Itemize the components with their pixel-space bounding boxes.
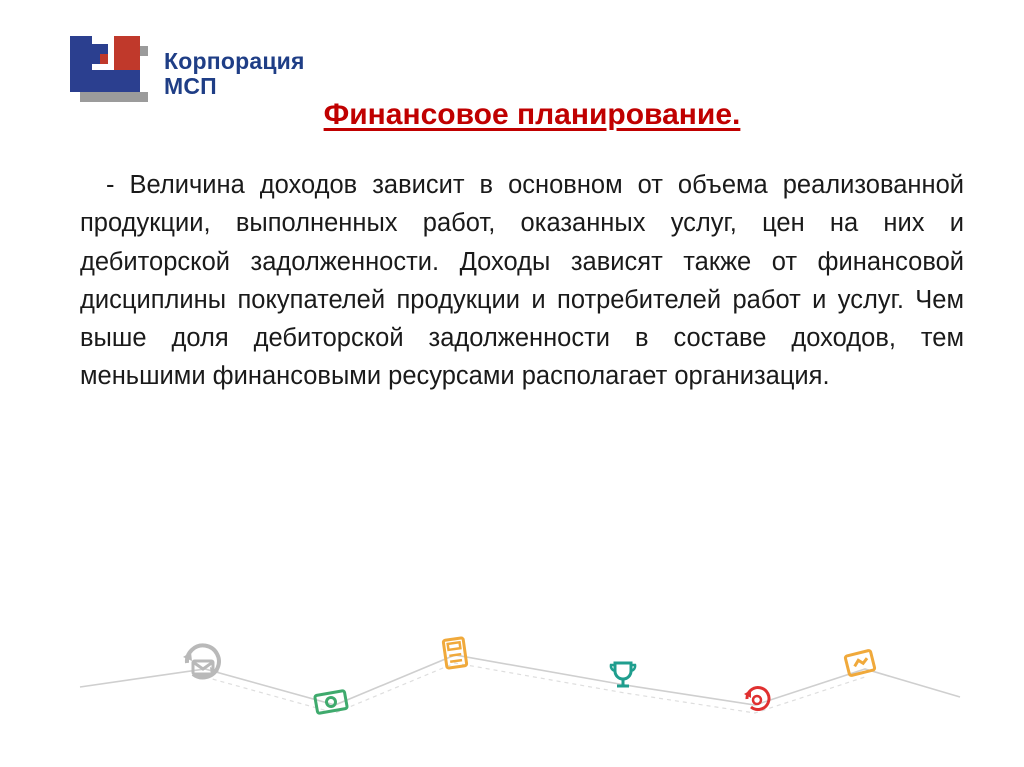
decorative-footer-graphic xyxy=(0,577,1024,747)
calculator-icon xyxy=(443,638,467,669)
logo-line-1: Корпорация xyxy=(164,48,305,75)
logo-wordmark xyxy=(164,41,305,99)
refresh-circle-icon xyxy=(744,688,769,710)
body-paragraph: - Величина доходов зависит в основном от объема реализованной продукции, выполненных работ, оказанных услуг, цен на них и дебиторской задолженности. Доходы зависят также от финансовой дисциплины покупателей продукции и потребителей работ и услуг. Чем выше доля дебиторской задолженности в составе доходов, тем меньшими финансовыми ресурсами располагает организация. xyxy=(80,171,964,391)
page-title: Финансовое планирование. xyxy=(323,98,741,131)
handshake-icon xyxy=(845,650,875,676)
logo-line-2: МСП xyxy=(164,73,217,99)
refresh-envelope-icon xyxy=(183,645,219,677)
